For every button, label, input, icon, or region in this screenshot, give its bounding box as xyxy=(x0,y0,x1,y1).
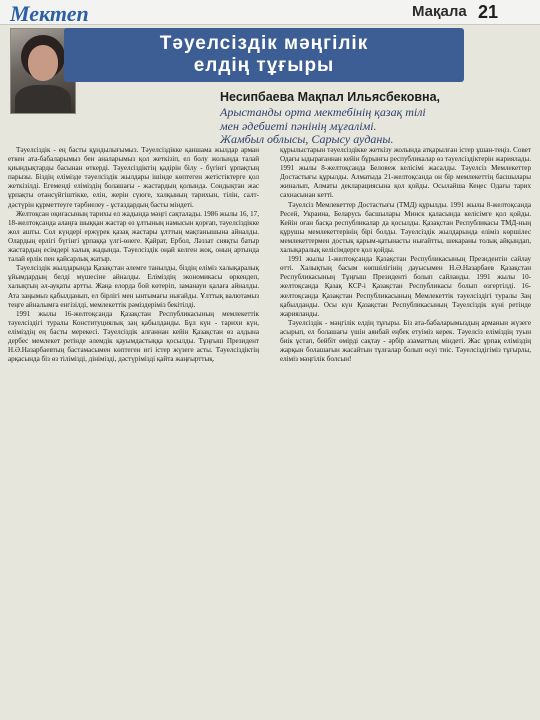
magazine-logo: Мектеп xyxy=(10,1,89,26)
author-role-line-1: Арыстанды орта мектебінің қазақ тілі xyxy=(220,105,426,119)
headline-line-1: Тәуелсіздік мәңгілік xyxy=(159,33,369,54)
author-name: Несипбаева Мақпал Ильясбековна, xyxy=(220,90,441,104)
paragraph: Тәуелсіз Мемлекеттер Достастығы (ТМД) құрылды. 1991 жылы 8-желтоқсанда Ресей, Украина, Беларусь басшылары Минск қаласында келісімге қол қойды. Кейін оған басқа республикалар да қосылды. Қазақстан Республикасы ТМД-ның құрушы мемлекеттерінің бірі болды. Тәуелсіздік жылдарында еліміз көршілес мемлекеттермен достық қарым-қатынасты нығайтты, шекараны толық айқындап, халықаралық келісімдерге қол қойды. xyxy=(280,200,531,255)
author-role xyxy=(220,106,430,147)
paragraph: 1991 жылы 16-желтоқсанда Қазақстан Республикасының мемлекеттік тәуелсіздігі туралы Конституциялық заң қабылданды. Бұл күн - тарихи күн, еліміздің ең басты мерекесі. Тәуелсіздік алғаннан кейін Қазақстан өз алдына дербес мемлекет ретінде әлемдік қауымдастыққа қосылды. Тұңғыш Президент Н.Ә.Назарбаевтың бастамасымен көптеген игі істер жүзеге асты. Тәуелсіздіктің арқасында біз өз тілімізді, дінімізді, дәстүрімізді қайта жаңғырттық. xyxy=(8,309,259,364)
paragraph: Желтоқсан оқиғасының тарихы ел жадында мәңгі сақталады. 1986 жылы 16, 17, 18-желтоқсанда алаңға шыққан жастар өз ұлтының намысын қорғап, тәуелсіздікке жол ашты. Сол күндері ержүрек қазақ жастары ұлттың мақтанышына айналды. Олардың ерлігі бүгінгі ұрпаққа үлгі-өнеге. Қайрат, Ербол, Ләззат сияқты батыр жастардың есімдері халық жадында. Тәуелсіздік оңай келген жоқ, оның артында талай ерлік пен қайсарлық жатыр. xyxy=(8,209,259,264)
paragraph: құрылыстарын тәуелсіздікке жеткізу жолында атқарылған істер ұшан-теңіз. Совет Одағы ыдырағаннан кейін бұрынғы республикалар өз тәуелсіздіктерін жариялады. 1991 жылы 8-желтоқсанда Беловеж келісімі жасалды. Тәуелсіз Мемлекеттер Достастығы құрылды. Алматыда 21-желтоқсанда он бір мемлекеттің басшылары жиналып, Алматы декларациясына қол қойды. Осылайша Кеңес Одағы тарих сахнасынан кетті. xyxy=(280,146,531,200)
paragraph: 1991 жылы 1-желтоқсанда Қазақстан Республикасының Президентін сайлау өтті. Халықтың басым көпшілігінің дауысымен Н.Ә.Назарбаев Қазақстан Республикасының Тұңғыш Президенті болып сайланды. 1991 жылы 10-желтоқсанда Қазақ КСР-і Қазақстан Республикасы болып өзгертілді. 16-желтоқсанда Қазақстан Республикасының Мемлекеттік тәуелсіздігі туралы Заң қабылданды. Осы күн Қазақстан Республикасының Тәуелсіздік күні ретінде жарияланды. xyxy=(280,255,531,318)
article-column-right xyxy=(280,146,531,716)
article-headline xyxy=(64,28,464,82)
author-role-line-2: мен әдебиеті пәнінің мұғалімі. xyxy=(220,118,377,133)
section-rubric: Мақала xyxy=(412,3,467,20)
paragraph: Тәуелсіздік - мәңгілік елдің тұғыры. Біз ата-бабаларымыздың арманын жүзеге асырып, ел болашағы үшін аянбай еңбек етуіміз керек. Тәуелсіз еліміздің туын биік ұстап, бейбіт өмірді сақтау - әрбір азаматтың міндеті. Жас ұрпақ еліміздің жарқын болашағын жасайтын тұлғалар болып өсуі тиіс. Тәуелсіздігіміз тұғырлы, еліміз мәңгілік болсын! xyxy=(280,318,531,364)
paragraph: Тәуелсіздік жылдарында Қазақстан әлемге танылды, біздің еліміз халықаралық ұйымдардың белді мүшесіне айналды. Еліміздің экономикасы өркендеп, халықтың әл-ауқаты артты. Жаңа елорда бой көтеріп, заманауи қалаға айналды. Ата заңымыз қабылданып, ел бірлігі мен ынтымағы нығайды. Ұлттық валютамыз теңге айналымға енгізілді, мемлекеттік рәміздеріміз бекітілді. xyxy=(8,264,259,309)
author-role-line-3: Жамбыл облысы, Сарысу ауданы. xyxy=(220,132,394,146)
paragraph: Тәуелсіздік - ең басты құндылығымыз. Тәуелсіздікке қаншама жылдар арман еткен ата-бабаларымыз бен аналарымыз қол жеткізіп, ел болу жолында талай қиындықтарды басынан өткерді. Тәуелсіздіктің қадірін білу - бүгінгі ұрпақтың парызы. Біздің елімізде тәуелсіздік жылдары ішінде көптеген жетістіктерге қол жеткізілді. Егеменді еліміздің болашағы - жастардың қолында. Сондықтан жас ұрпақты отансүйгіштікке, елін, жерін сүюге, халқының тарихын, тілін, салт-дәстүрін құрметтеуге тәрбиелеу - ұстаздардың басты міндеті. xyxy=(8,146,259,209)
headline-line-2: елдің тұғыры xyxy=(193,55,335,76)
page-header xyxy=(0,0,540,25)
page-number: 21 xyxy=(478,2,499,22)
article-column-left xyxy=(8,146,259,716)
